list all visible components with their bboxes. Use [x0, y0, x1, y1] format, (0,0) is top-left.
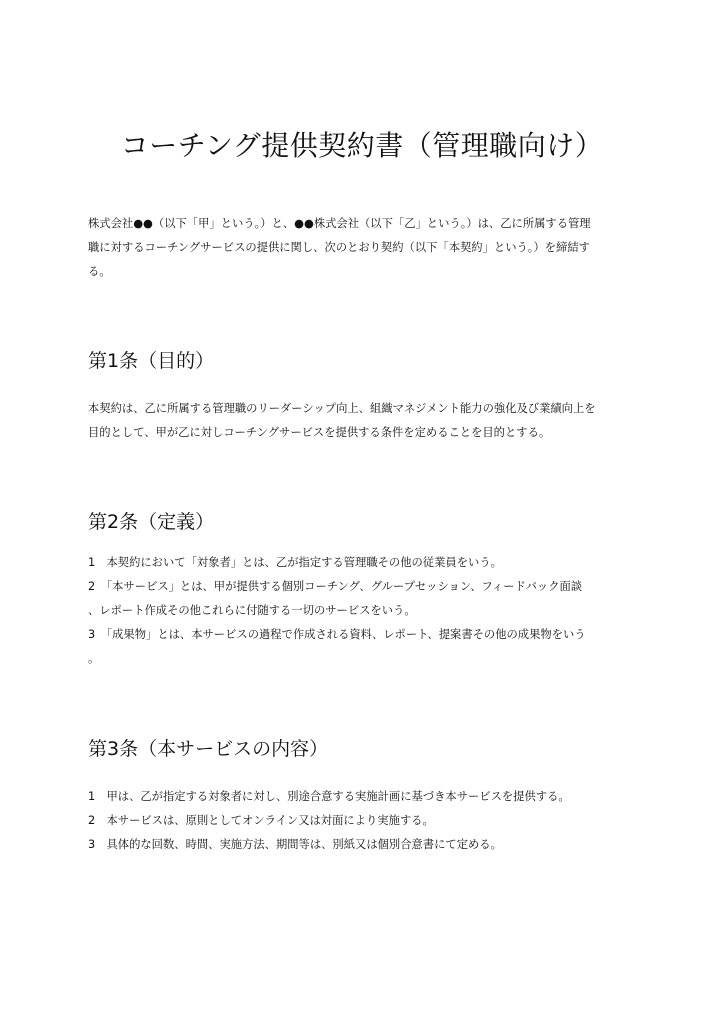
article-2-body [88, 551, 648, 671]
article-1-body [88, 397, 648, 445]
preamble-line: る。 [88, 265, 111, 278]
article-line: 。 [88, 652, 100, 665]
document-title: コーチング提供契約書（管理職向け） [120, 129, 604, 162]
article-line: 3 具体的な回数、時間、実施方法、期間等は、別紙又は個別合意書にて定める。 [88, 838, 502, 851]
article-2-heading: 第2条（定義） [88, 511, 215, 533]
article-3-body [88, 785, 648, 857]
article-line: 、レポート作成その他これらに付随する一切のサービスをいう。 [88, 604, 416, 617]
article-line: 本契約は、乙に所属する管理職のリーダーシップ向上、組織マネジメント能力の強化及び業績向上を [88, 402, 596, 415]
article-line: 1 甲は、乙が指定する対象者に対し、別途合意する実施計画に基づき本サービスを提供する。 [88, 790, 570, 803]
article-line: 3 「成果物」とは、本サービスの過程で作成される資料、レポート、提案書その他の成果物をいう [88, 628, 586, 641]
article-3-heading: 第3条（本サービスの内容） [88, 738, 329, 760]
article-line: 2 本サービスは、原則としてオンライン又は対面により実施する。 [88, 814, 434, 827]
article-line: 2 「本サービス」とは、甲が提供する個別コーチング、グループセッション、フィードバック面談 [88, 580, 583, 593]
preamble-line: 職に対するコーチングサービスの提供に関し、次のとおり契約（以下「本契約」という。）を締結す [88, 241, 590, 254]
article-line: 目的として、甲が乙に対しコーチングサービスを提供する条件を定めることを目的とする。 [88, 426, 551, 439]
preamble-line: 株式会社●●（以下「甲」という。）と、●●株式会社（以下「乙」という。）は、乙に所属する管理 [88, 217, 591, 230]
article-1-heading: 第1条（目的） [88, 350, 215, 372]
preamble [88, 212, 648, 284]
article-line: 1 本契約において「対象者」とは、乙が指定する管理職その他の従業員をいう。 [88, 556, 502, 569]
